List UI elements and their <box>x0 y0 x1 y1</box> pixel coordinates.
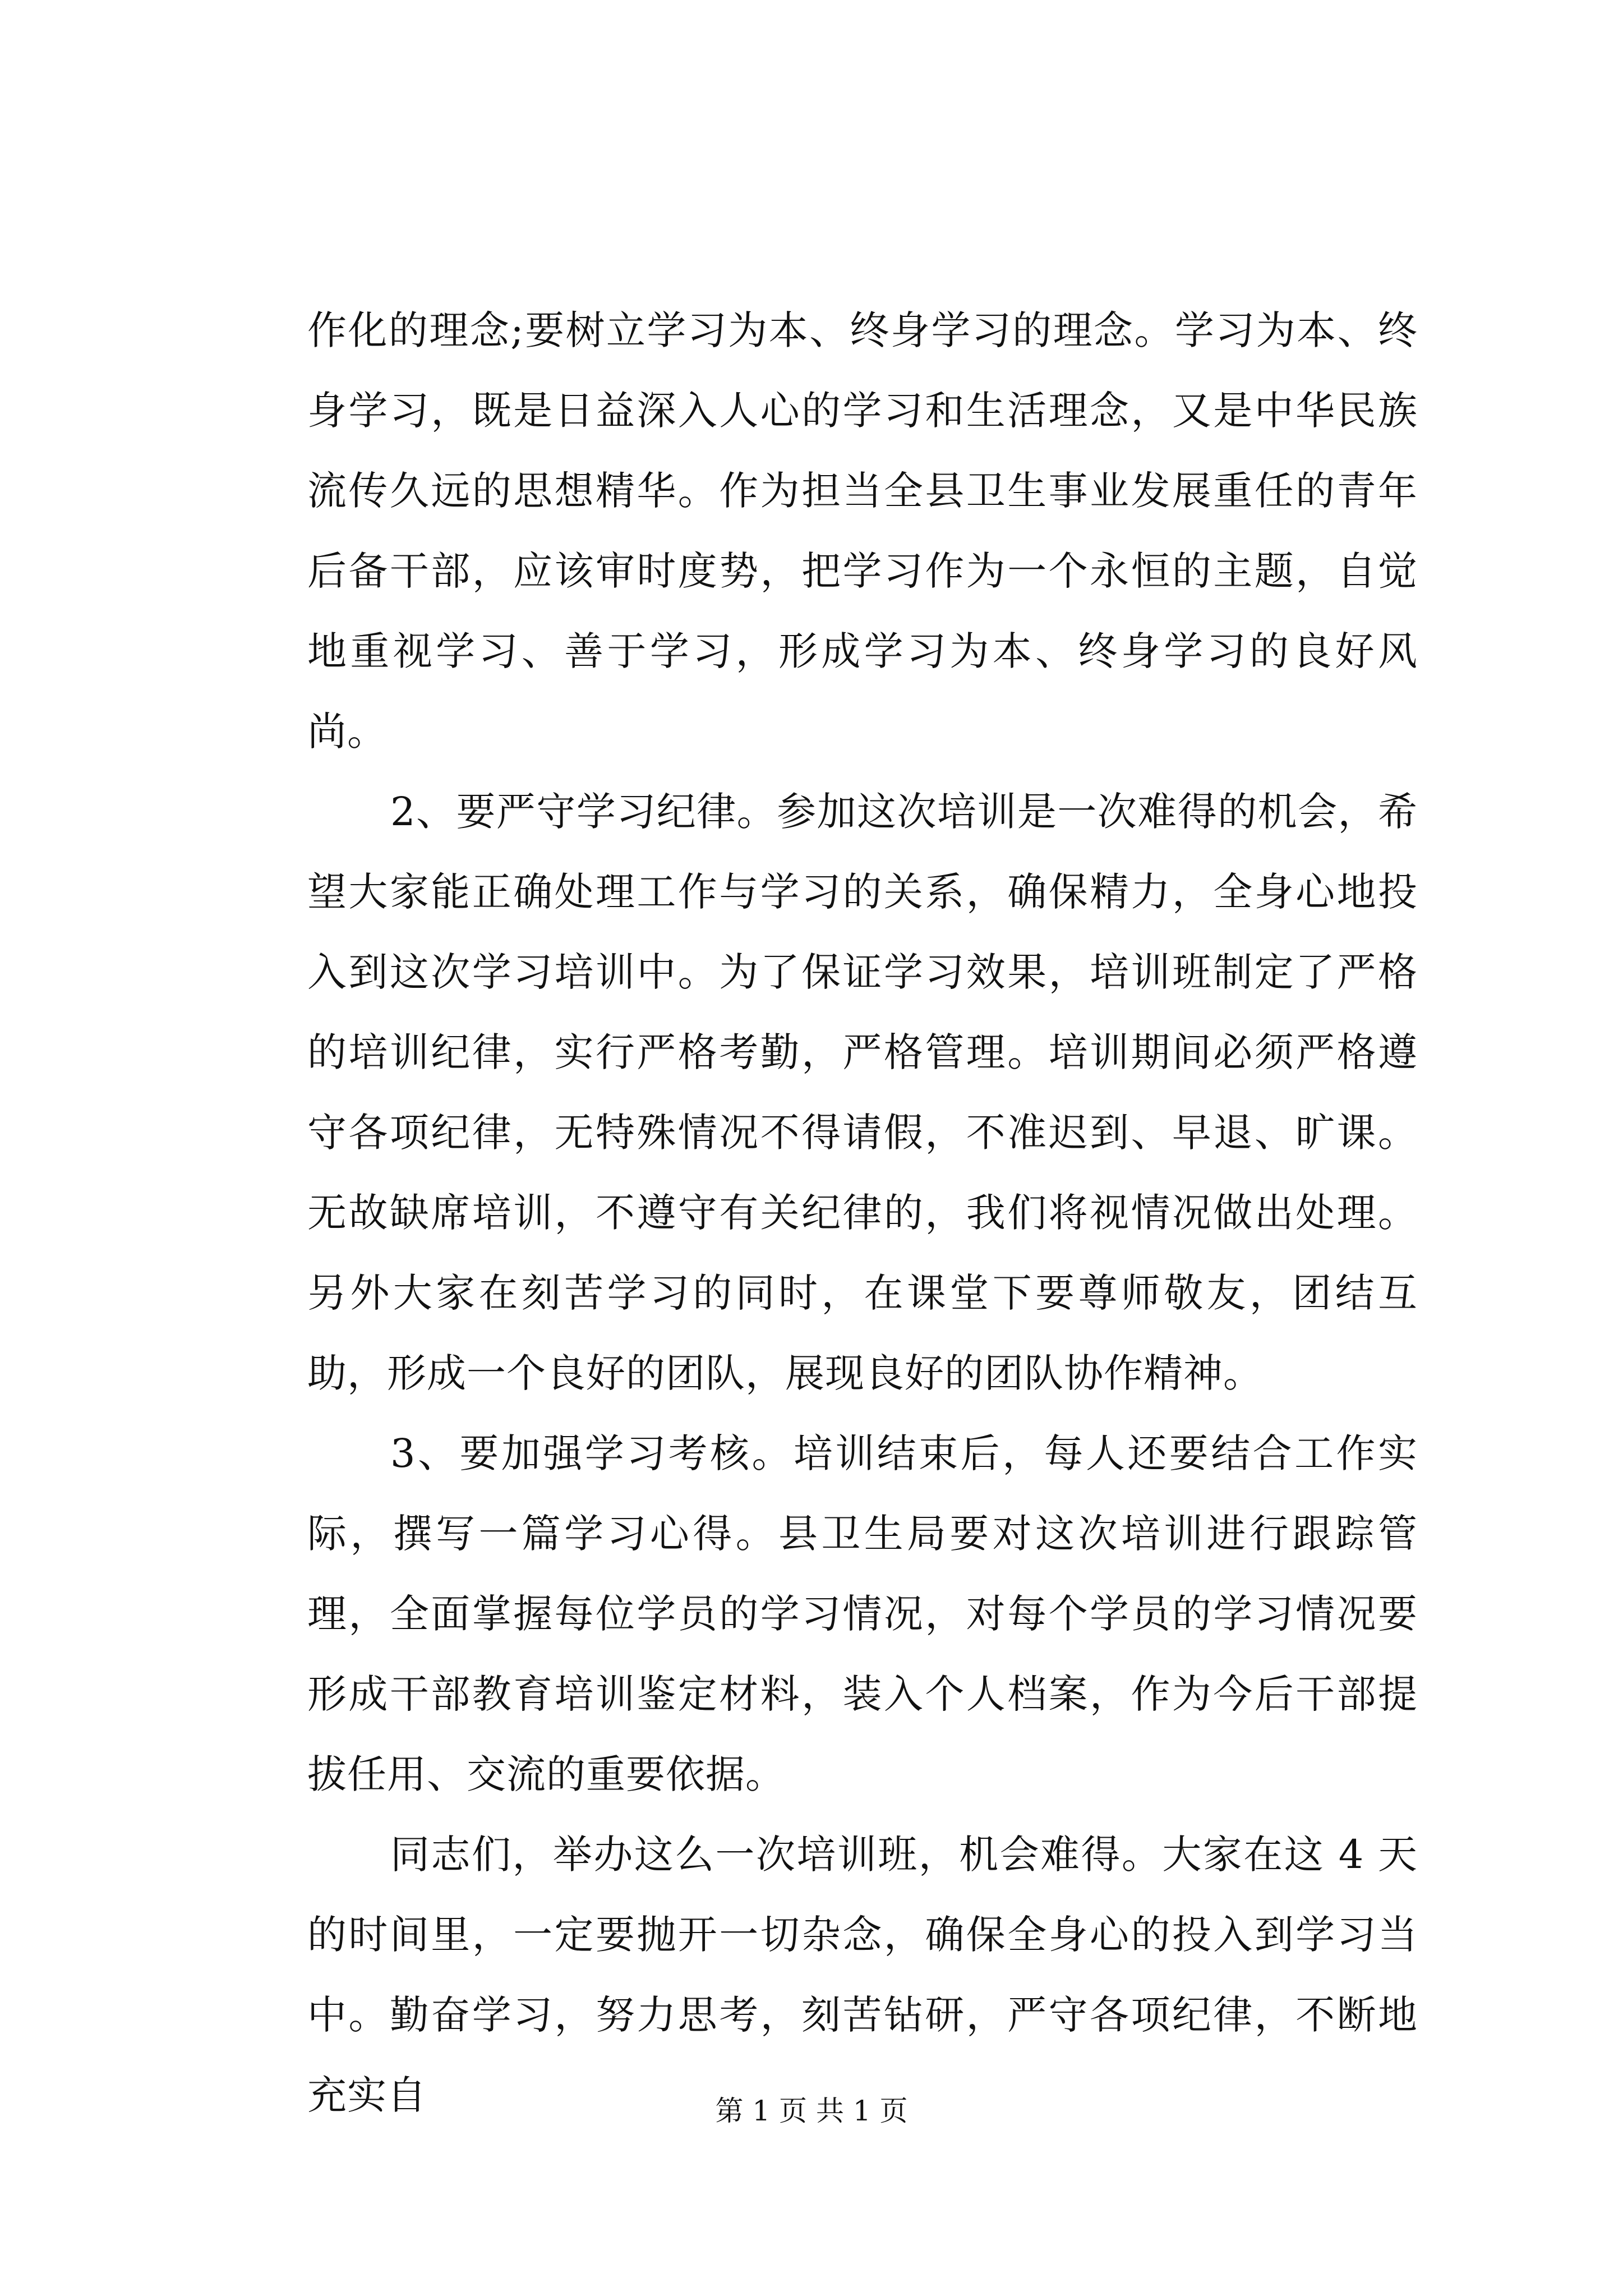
paragraph-2: 2、要严守学习纪律。参加这次培训是一次难得的机会，希望大家能正确处理工作与学习的关系，确保精力，全身心地投入到这次学习培训中。为了保证学习效果，培训班制定了严格的培训纪律，实行严格考勤，严格管理。培训期间必须严格遵守各项纪律，无特殊情况不得请假，不准迟到、早退、旷课。无故缺席培训，不遵守有关纪律的，我们将视情况做出处理。另外大家在刻苦学习的同时，在课堂下要尊师敬友，团结互助，形成一个良好的团队，展现良好的团队协作精神。 <box>307 789 1418 1396</box>
paragraph-1: 作化的理念;要树立学习为本、终身学习的理念。学习为本、终身学习，既是日益深入人心的学习和生活理念，又是中华民族流传久远的思想精华。作为担当全县卫生事业发展重任的青年后备干部，应该审时度势，把学习作为一个永恒的主题，自觉地重视学习、善于学习，形成学习为本、终身学习的良好风尚。 <box>307 307 1418 754</box>
page-footer: 第 1 页 共 1 页 <box>715 2095 908 2127</box>
paragraph-3: 3、要加强学习考核。培训结束后，每人还要结合工作实际，撰写一篇学习心得。县卫生局要对这次培训进行跟踪管理，全面掌握每位学员的学习情况，对每个学员的学习情况要形成干部教育培训鉴定材料，装入个人档案，作为今后干部提拔任用、交流的重要依据。 <box>307 1430 1418 1797</box>
document-body <box>307 291 1418 2136</box>
paragraph-4: 同志们，举办这么一次培训班，机会难得。大家在这 4 天的时间里，一定要抛开一切杂念，确保全身心的投入到学习当中。勤奋学习，努力思考，刻苦钻研，严守各项纪律，不断地充实自 <box>307 1832 1418 2118</box>
